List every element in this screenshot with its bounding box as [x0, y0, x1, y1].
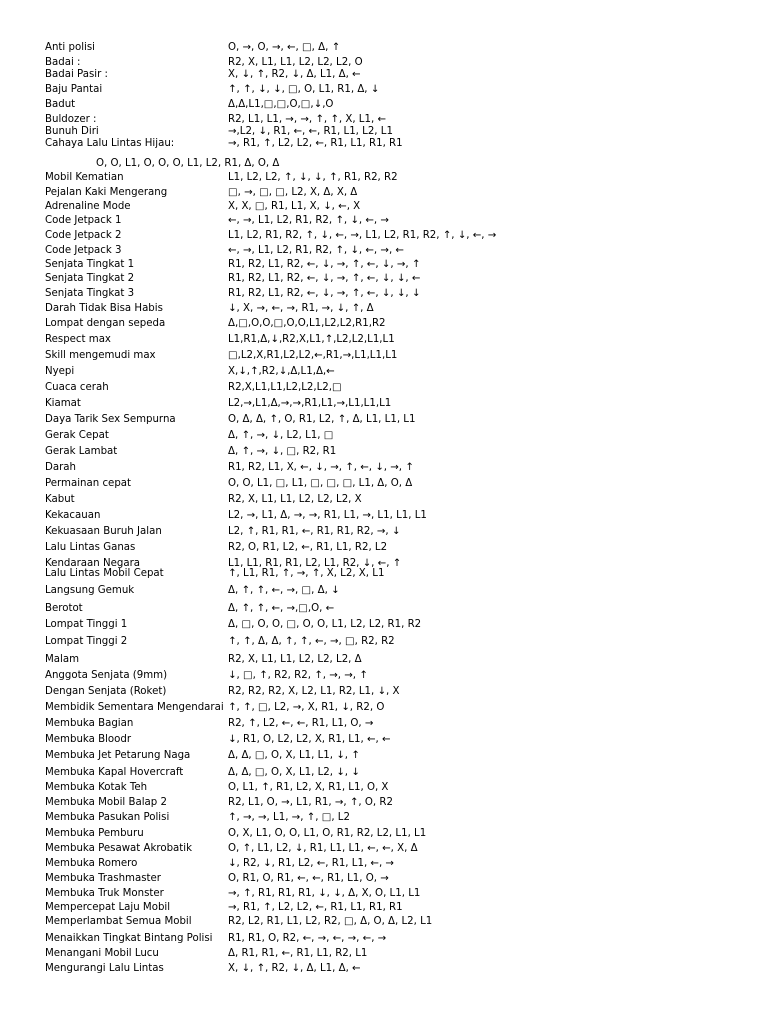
cheat-row [0, 668, 768, 683]
cheat-row [0, 566, 768, 581]
cheat-row [0, 380, 768, 395]
cheat-name: Darah [45, 462, 76, 473]
cheat-name: Membuka Romero [45, 858, 138, 869]
cheat-row [0, 886, 768, 901]
cheat-name: Cahaya Lalu Lintas Hijau: [45, 138, 175, 149]
cheat-code: X, X, □, R1, L1, X, ↓, ←, X [228, 201, 361, 212]
cheat-code: O, Δ, Δ, ↑, O, R1, L2, ↑, Δ, L1, L1, L1 [228, 414, 416, 425]
cheat-code: ←, →, L1, L2, R1, R2, ↑, ↓, ←, → [228, 215, 389, 226]
cheat-row [0, 634, 768, 649]
cheat-row [0, 810, 768, 825]
cheat-row [0, 412, 768, 427]
cheat-code: Δ, R1, R1, ←, R1, L1, R2, L1 [228, 948, 368, 959]
cheat-code: Δ,□,O,O,□,O,O,L1,L2,L2,R1,R2 [228, 318, 386, 329]
cheat-name: Respect max [45, 334, 111, 345]
cheat-name: Darah Tidak Bisa Habis [45, 303, 163, 314]
cheat-code: L1,R1,Δ,↓,R2,X,L1,↑,L2,L2,L1,L1 [228, 334, 395, 345]
cheat-row [0, 396, 768, 411]
cheat-row [0, 199, 768, 214]
cheat-code: ↑, ↑, Δ, Δ, ↑, ↑, ←, →, □, R2, R2 [228, 636, 395, 647]
cheat-row [0, 213, 768, 228]
cheat-row [0, 652, 768, 667]
cheat-row [0, 257, 768, 272]
cheat-row [0, 82, 768, 97]
cheat-code: R2, X, L1, L1, L2, L2, L2, Δ [228, 654, 362, 665]
cheat-code: R2, X, L1, L1, L2, L2, L2, O [228, 57, 363, 68]
cheat-name: Anti polisi [45, 42, 95, 53]
cheat-name: Membuka Truk Monster [45, 888, 164, 899]
cheat-code: L2, ↑, R1, R1, ←, R1, R1, R2, →, ↓ [228, 526, 401, 537]
cheat-name: Badai Pasir : [45, 69, 108, 80]
cheat-code: Δ, Δ, □, O, X, L1, L2, ↓, ↓ [228, 767, 360, 778]
cheat-code: Δ, ↑, ↑, ←, →, □, Δ, ↓ [228, 585, 340, 596]
cheat-name: Membuka Bagian [45, 718, 134, 729]
cheat-code: R1, R2, L1, R2, ←, ↓, →, ↑, ←, ↓, →, ↑ [228, 259, 421, 270]
cheat-row [0, 716, 768, 731]
cheat-code: ←, →, L1, L2, R1, R2, ↑, ↓, ←, →, ← [228, 245, 404, 256]
cheat-row [0, 795, 768, 810]
cheat-row [0, 871, 768, 886]
cheat-name: Skill mengemudi max [45, 350, 156, 361]
cheat-code: R2, L1, L1, →, →, ↑, ↑, X, L1, ← [228, 114, 386, 125]
cheat-row [0, 460, 768, 475]
cheat-row [0, 271, 768, 286]
cheat-name: Lompat Tinggi 1 [45, 619, 128, 630]
cheat-name: Membuka Kapal Hovercraft [45, 767, 184, 778]
cheat-row [0, 243, 768, 258]
cheat-name: Senjata Tingkat 1 [45, 259, 135, 270]
cheat-name: Permainan cepat [45, 478, 132, 489]
cheat-name: Mempercepat Laju Mobil [45, 902, 171, 913]
cheat-name: Membuka Pemburu [45, 828, 144, 839]
cheat-code: R2, ↑, L2, ←, ←, R1, L1, O, → [228, 718, 374, 729]
cheat-row [0, 900, 768, 915]
cheat-code: R2, O, R1, L2, ←, R1, L1, R2, L2 [228, 542, 388, 553]
cheat-row [0, 732, 768, 747]
cheat-name: Membuka Pasukan Polisi [45, 812, 170, 823]
cheat-row [0, 617, 768, 632]
cheat-code: R1, R2, L1, R2, ←, ↓, →, ↑, ←, ↓, ↓, ← [228, 273, 421, 284]
cheat-row [0, 476, 768, 491]
cheat-row [0, 841, 768, 856]
cheat-row [0, 348, 768, 363]
cheat-code: ↓, R2, ↓, R1, L2, ←, R1, L1, ←, → [228, 858, 394, 869]
cheat-name: Membidik Sementara Mengendarai [45, 702, 224, 713]
cheat-code: O, R1, O, R1, ←, ←, R1, L1, O, → [228, 873, 389, 884]
cheat-name: Kabut [45, 494, 75, 505]
cheat-row [0, 332, 768, 347]
cheat-name: Bunuh Diri [45, 126, 99, 137]
cheat-code: R1, R2, L1, R2, ←, ↓, →, ↑, ←, ↓, ↓, ↓ [228, 288, 421, 299]
cheat-code: □,L2,X,R1,L2,L2,←,R1,→,L1,L1,L1 [228, 350, 398, 361]
cheat-code: R2, X, L1, L1, L2, L2, L2, X [228, 494, 362, 505]
cheat-name: Malam [45, 654, 80, 665]
cheat-row [0, 286, 768, 301]
cheat-name: Nyepi [45, 366, 75, 377]
cheat-name: Kendaraan Negara [45, 558, 141, 569]
cheat-name: Senjata Tingkat 3 [45, 288, 135, 299]
cheat-code: R1, R1, O, R2, ←, →, ←, →, ←, → [228, 933, 387, 944]
cheat-name: Lompat dengan sepeda [45, 318, 166, 329]
cheat-code: Δ,Δ,L1,□,□,O,□,↓,O [228, 99, 334, 110]
cheat-code: X, ↓, ↑, R2, ↓, Δ, L1, Δ, ← [228, 69, 361, 80]
cheat-code: R2, L1, O, →, L1, R1, →, ↑, O, R2 [228, 797, 393, 808]
cheat-code: Δ, Δ, □, O, X, L1, L1, ↓, ↑ [228, 750, 360, 761]
cheat-code: X, ↓, ↑, R2, ↓, Δ, L1, Δ, ← [228, 963, 361, 974]
cheat-name: Buldozer : [45, 114, 97, 125]
cheat-row [0, 492, 768, 507]
cheat-code: →, ↑, R1, R1, R1, ↓, ↓, Δ, X, O, L1, L1 [228, 888, 421, 899]
cheat-row [0, 583, 768, 598]
cheat-name: Mengurangi Lalu Lintas [45, 963, 164, 974]
cheat-code: Δ, ↑, ↑, ←, →,□,O, ← [228, 603, 335, 614]
cheat-row [0, 946, 768, 961]
cheat-code: R2, R2, R2, X, L2, L1, R2, L1, ↓, X [228, 686, 400, 697]
cheat-code: Δ, ↑, →, ↓, L2, L1, □ [228, 430, 334, 441]
cheat-row [0, 97, 768, 112]
cheat-row [0, 301, 768, 316]
cheat-name: Membuka Bloodr [45, 734, 132, 745]
cheat-name: Lalu Lintas Ganas [45, 542, 136, 553]
cheat-name: Code Jetpack 1 [45, 215, 122, 226]
cheat-code: O, O, L1, □, L1, □, □, □, L1, Δ, O, Δ [228, 478, 413, 489]
cheat-name: Mobil Kematian [45, 172, 124, 183]
cheat-row [0, 67, 768, 82]
cheat-row [0, 364, 768, 379]
cheat-row [0, 931, 768, 946]
cheat-row [0, 428, 768, 443]
cheat-code: →, R1, ↑, L2, L2, ←, R1, L1, R1, R1 [228, 902, 403, 913]
cheat-name: Senjata Tingkat 2 [45, 273, 135, 284]
cheat-name: Code Jetpack 3 [45, 245, 122, 256]
cheat-name: Memperlambat Semua Mobil [45, 916, 192, 927]
cheat-row [0, 601, 768, 616]
cheat-code: ↑, ↑, ↓, ↓, □, O, L1, R1, Δ, ↓ [228, 84, 380, 95]
cheat-row [0, 136, 768, 151]
cheat-row [0, 914, 768, 929]
cheat-row [0, 684, 768, 699]
cheat-code: L1, L2, L2, ↑, ↓, ↓, ↑, R1, R2, R2 [228, 172, 398, 183]
cheat-code: Δ, □, O, O, □, O, O, L1, L2, L2, R1, R2 [228, 619, 422, 630]
cheat-name: Pejalan Kaki Mengerang [45, 187, 168, 198]
cheat-row [0, 856, 768, 871]
cheat-code: L1, L1, R1, R1, L2, L1, R2, ↓, ←, ↑ [228, 558, 402, 569]
cheat-row [0, 40, 768, 55]
cheat-row [0, 826, 768, 841]
cheat-name: Membuka Mobil Balap 2 [45, 797, 167, 808]
cheat-name: Baju Pantai [45, 84, 103, 95]
cheat-code: O, →, O, →, ←, □, Δ, ↑ [228, 42, 341, 53]
cheat-name: Langsung Gemuk [45, 585, 135, 596]
cheat-name: Dengan Senjata (Roket) [45, 686, 167, 697]
cheat-name: Membuka Kotak Teh [45, 782, 148, 793]
cheat-name: Gerak Cepat [45, 430, 109, 441]
cheat-row [0, 508, 768, 523]
cheat-name: Berotot [45, 603, 83, 614]
loose-code-line: O, O, L1, O, O, O, L1, L2, R1, Δ, O, Δ [96, 158, 280, 169]
cheat-row [0, 316, 768, 331]
cheat-code: ↑, →, →, L1, →, ↑, □, L2 [228, 812, 350, 823]
cheat-code: X,↓,↑,R2,↓,Δ,L1,Δ,← [228, 366, 335, 377]
cheat-code: ↑, L1, R1, ↑, →, ↑, X, L2, X, L1 [228, 568, 385, 579]
cheat-row [0, 228, 768, 243]
cheat-name: Kekuasaan Buruh Jalan [45, 526, 162, 537]
cheat-name: Adrenaline Mode [45, 201, 131, 212]
cheat-code: R2, L2, R1, L1, L2, R2, □, Δ, O, Δ, L2, L1 [228, 916, 433, 927]
cheat-name: Menaikkan Tingkat Bintang Polisi [45, 933, 213, 944]
cheat-name: Membuka Jet Petarung Naga [45, 750, 191, 761]
cheat-name: Anggota Senjata (9mm) [45, 670, 168, 681]
cheat-code: →, R1, ↑, L2, L2, ←, R1, L1, R1, R1 [228, 138, 403, 149]
cheat-row [0, 170, 768, 185]
cheat-row [0, 700, 768, 715]
cheat-name: Membuka Pesawat Akrobatik [45, 843, 193, 854]
cheat-code: Δ, ↑, →, ↓, □, R2, R1 [228, 446, 337, 457]
cheat-code: →,L2, ↓, R1, ←, ←, R1, L1, L2, L1 [228, 126, 393, 137]
cheat-name: Daya Tarik Sex Sempurna [45, 414, 176, 425]
cheat-code: □, →, □, □, L2, X, Δ, X, Δ [228, 187, 358, 198]
cheat-row [0, 765, 768, 780]
cheat-row [0, 185, 768, 200]
cheat-name: Badai : [45, 57, 81, 68]
cheat-code: ↑, ↑, □, L2, →, X, R1, ↓, R2, O [228, 702, 385, 713]
cheat-name: Badut [45, 99, 76, 110]
cheat-code: ↓, R1, O, L2, L2, X, R1, L1, ←, ← [228, 734, 391, 745]
cheat-name: Kekacauan [45, 510, 101, 521]
cheat-code: ↓, □, ↑, R2, R2, ↑, →, →, ↑ [228, 670, 368, 681]
cheat-row [0, 524, 768, 539]
cheat-name: Gerak Lambat [45, 446, 118, 457]
cheat-name: Lalu Lintas Mobil Cepat [45, 568, 164, 579]
cheat-name: Kiamat [45, 398, 81, 409]
cheat-code: O, X, L1, O, O, L1, O, R1, R2, L2, L1, L1 [228, 828, 427, 839]
cheat-row [0, 961, 768, 976]
cheat-code: R1, R2, L1, X, ←, ↓, →, ↑, ←, ↓, →, ↑ [228, 462, 414, 473]
cheat-code: O, ↑, L1, L2, ↓, R1, L1, L1, ←, ←, X, Δ [228, 843, 418, 854]
cheat-name: Menangani Mobil Lucu [45, 948, 159, 959]
cheat-name: Cuaca cerah [45, 382, 109, 393]
cheat-name: Code Jetpack 2 [45, 230, 122, 241]
cheat-name: Lompat Tinggi 2 [45, 636, 128, 647]
cheat-name: Membuka Trashmaster [45, 873, 161, 884]
cheat-code: L1, L2, R1, R2, ↑, ↓, ←, →, L1, L2, R1, R2, ↑, ↓, ←, → [228, 230, 497, 241]
cheat-code: L2, →, L1, Δ, →, →, R1, L1, →, L1, L1, L1 [228, 510, 427, 521]
cheat-code: ↓, X, →, ←, →, R1, →, ↓, ↑, Δ [228, 303, 374, 314]
cheat-code: R2,X,L1,L1,L2,L2,L2,□ [228, 382, 342, 393]
cheat-code: O, L1, ↑, R1, L2, X, R1, L1, O, X [228, 782, 389, 793]
cheat-row [0, 444, 768, 459]
cheat-row [0, 748, 768, 763]
cheat-row [0, 780, 768, 795]
cheat-code: L2,→,L1,Δ,→,→,R1,L1,→,L1,L1,L1 [228, 398, 392, 409]
cheat-row [0, 540, 768, 555]
